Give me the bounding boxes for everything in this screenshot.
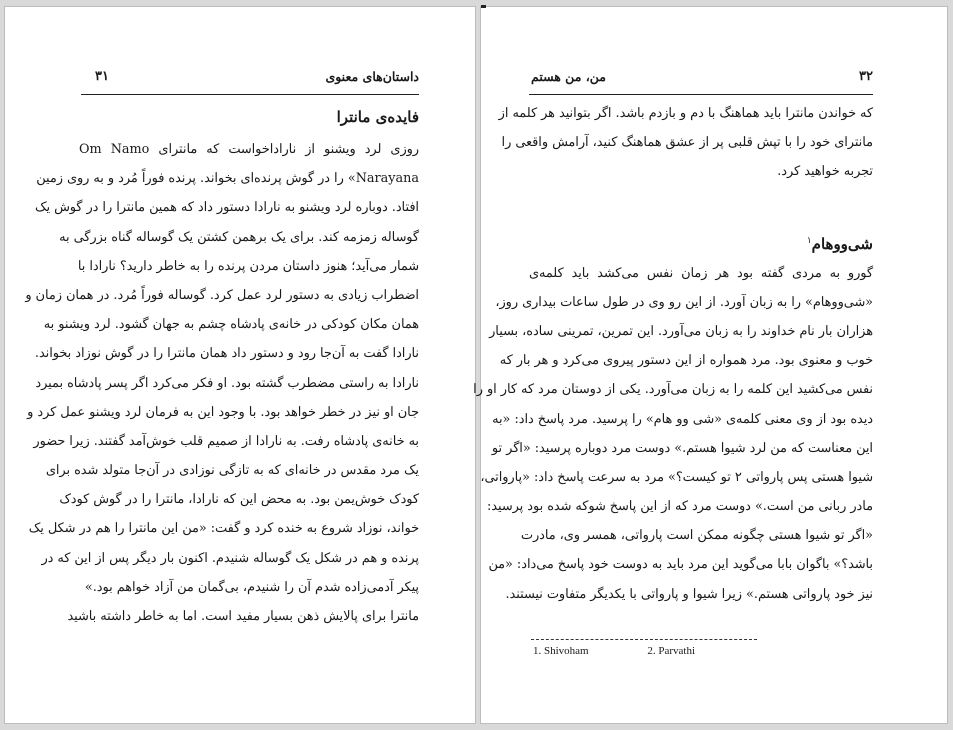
text-line: اضطراب زیادی به دستور لرد عمل کرد. گوساله فوراً مُرد. در همان زمان و (25, 287, 419, 303)
text-line: نارادا گفت به آن‌جا رود و دستور داد همان مانترا را در گوش نوزاد بخواند. (34, 346, 419, 362)
text-line: دیده بود از وی معنی کلمه‌ی «شی وو هام» را پرسید. مرد پاسخ داد: «به (492, 411, 873, 427)
text-line: گورو به مردی گفته بود هر زمان نفس می‌کشد باید کلمه‌ی (529, 265, 873, 281)
footnote-2: 2. Parvathi (647, 645, 696, 657)
text-line: هزاران بار نام خداوند را به زبان می‌آورد. این تمرین، تمرینی ساده، بسیار (489, 323, 873, 339)
text-line: خواند، نوزاد شروع به خنده کرد و گفت: «من این مانترا را هم در شکل یک (28, 521, 419, 537)
right-page (473, 6, 948, 724)
text-line: مانترای خود را با تپش قلبی پر از عشق هماهنگ کنید، آرامش واقعی را (501, 135, 873, 151)
text-line: یک مرد مقدس در خانه‌ای که به تازگی نوزادی در آن‌جا متولد شده برای (45, 463, 419, 479)
footnote-rule (531, 639, 757, 640)
text-line: همان مکان کودکی در خانه‌ی پادشاه چشم به جهان گشود. لرد ویشنو به (43, 317, 419, 333)
footnote-1: 1. Shivoham (533, 645, 589, 657)
page-number: ۳۱ (95, 69, 109, 84)
text-line: نیز خود پارواتی هستم.» زیرا شیوا و پارواتی با یکدیگر متفاوت نیستند. (505, 586, 873, 602)
text-line: جان او نیز در خطر خواهد بود. با وجود این به فرمان لرد ویشنو عمل کرد و (27, 404, 419, 420)
text-line: «اگر تو شیوا هستی چگونه ممکن است پارواتی، همسر وی، مادرت (520, 528, 873, 544)
footnotes (533, 645, 751, 657)
text-line: روزی لرد ویشنو از ناراداخواست که مانترای Om Namo (79, 142, 419, 157)
left-page-header (81, 69, 419, 95)
text-line: پیکر آدمی‌زاده شدم آن را شنیدم، بی‌گمان من آزاد خواهم بود.» (84, 579, 419, 595)
footnote-marker: ۱ (806, 235, 812, 246)
text-line: گوساله زمزمه کند. برای یک برهمن کشتن یک گوساله گناه بزرگی به (59, 229, 419, 245)
text-line: مادر ربانی من است.» دوست مرد که از این پاسخ شوکه شده بود پرسید: (486, 499, 873, 515)
page-number: ۳۲ (859, 69, 873, 84)
right-page-header (529, 69, 873, 95)
header-rule (81, 94, 419, 95)
left-page (4, 6, 476, 724)
text-line: کودک خوش‌یمن بود. به محض این که نارادا، مانترا را در گوش کودک (59, 492, 419, 508)
text-line: نفس می‌کشید این کلمه را به زبان می‌آورد. یکی از دوستان مرد که کار او را (473, 382, 873, 398)
text-line: شمار می‌آید؛ هنوز داستان مردن پرنده را به خاطر دارید؟ نارادا با (77, 258, 419, 274)
text-line: به خانه‌ی پادشاه رفت. به نارادا از صمیم قلب خوش‌آمد گفتند. زیرا حضور (33, 433, 419, 449)
text-line: تجربه خواهید کرد. (777, 164, 873, 180)
text-line: باشد؟» باگوان بابا می‌گوید این مرد باید به دوست خود پاسخ می‌داد: «من (488, 557, 873, 573)
text-line: شیوا هستی پس پارواتی ۲ تو کیست؟» مرد به سرعت پاسخ داد: «پارواتی، (480, 469, 873, 485)
text-line: این معناست که من لرد شیوا هستم.» دوست مرد دوباره پرسید: «اگر تو (491, 440, 873, 456)
text-line: که خواندن مانترا باید هماهنگ با دم و بازدم باشد. اگر بتوانید هر کلمه از (498, 106, 873, 121)
running-title: داستان‌های معنوی (325, 69, 419, 84)
scan-mark (481, 5, 486, 8)
text-line: خوب و معنوی بود. مرد همواره از این دستور پیروی می‌کرد و هر بار که (499, 353, 873, 369)
section-heading-text: شی‌ووهام (811, 234, 873, 253)
section-heading: فایده‌ی مانترا (336, 108, 419, 126)
section-heading (529, 223, 873, 259)
text-line: مانترا برای پالایش ذهن بسیار مفید است. اما به خاطر داشته باشید (67, 609, 419, 624)
header-rule (529, 94, 873, 95)
text-line: نارادا به راستی مضطرب گشته بود. او فکر می‌کرد اگر پسر پادشاه بمیرد (35, 375, 419, 391)
text-line: افتاد. دوباره لرد ویشنو به نارادا دستور داد که همین مانترا را در گوش یک (34, 200, 419, 216)
text-line: «شی‌ووهام» را به زبان آورد. از این رو وی در طول ساعات بیداری روز، (495, 294, 873, 310)
right-body-text (473, 99, 873, 609)
text-line: Narayana» را در گوش پرنده‌ای بخواند. پرنده فوراً مُرد و به روی زمین (36, 171, 419, 187)
text-line: پرنده و هم در شکل یک گوساله شنیدم. اکنون بار دیگر پس از این که در (41, 550, 419, 566)
left-body-text (25, 99, 419, 631)
running-title: من، من هستم (531, 69, 606, 84)
